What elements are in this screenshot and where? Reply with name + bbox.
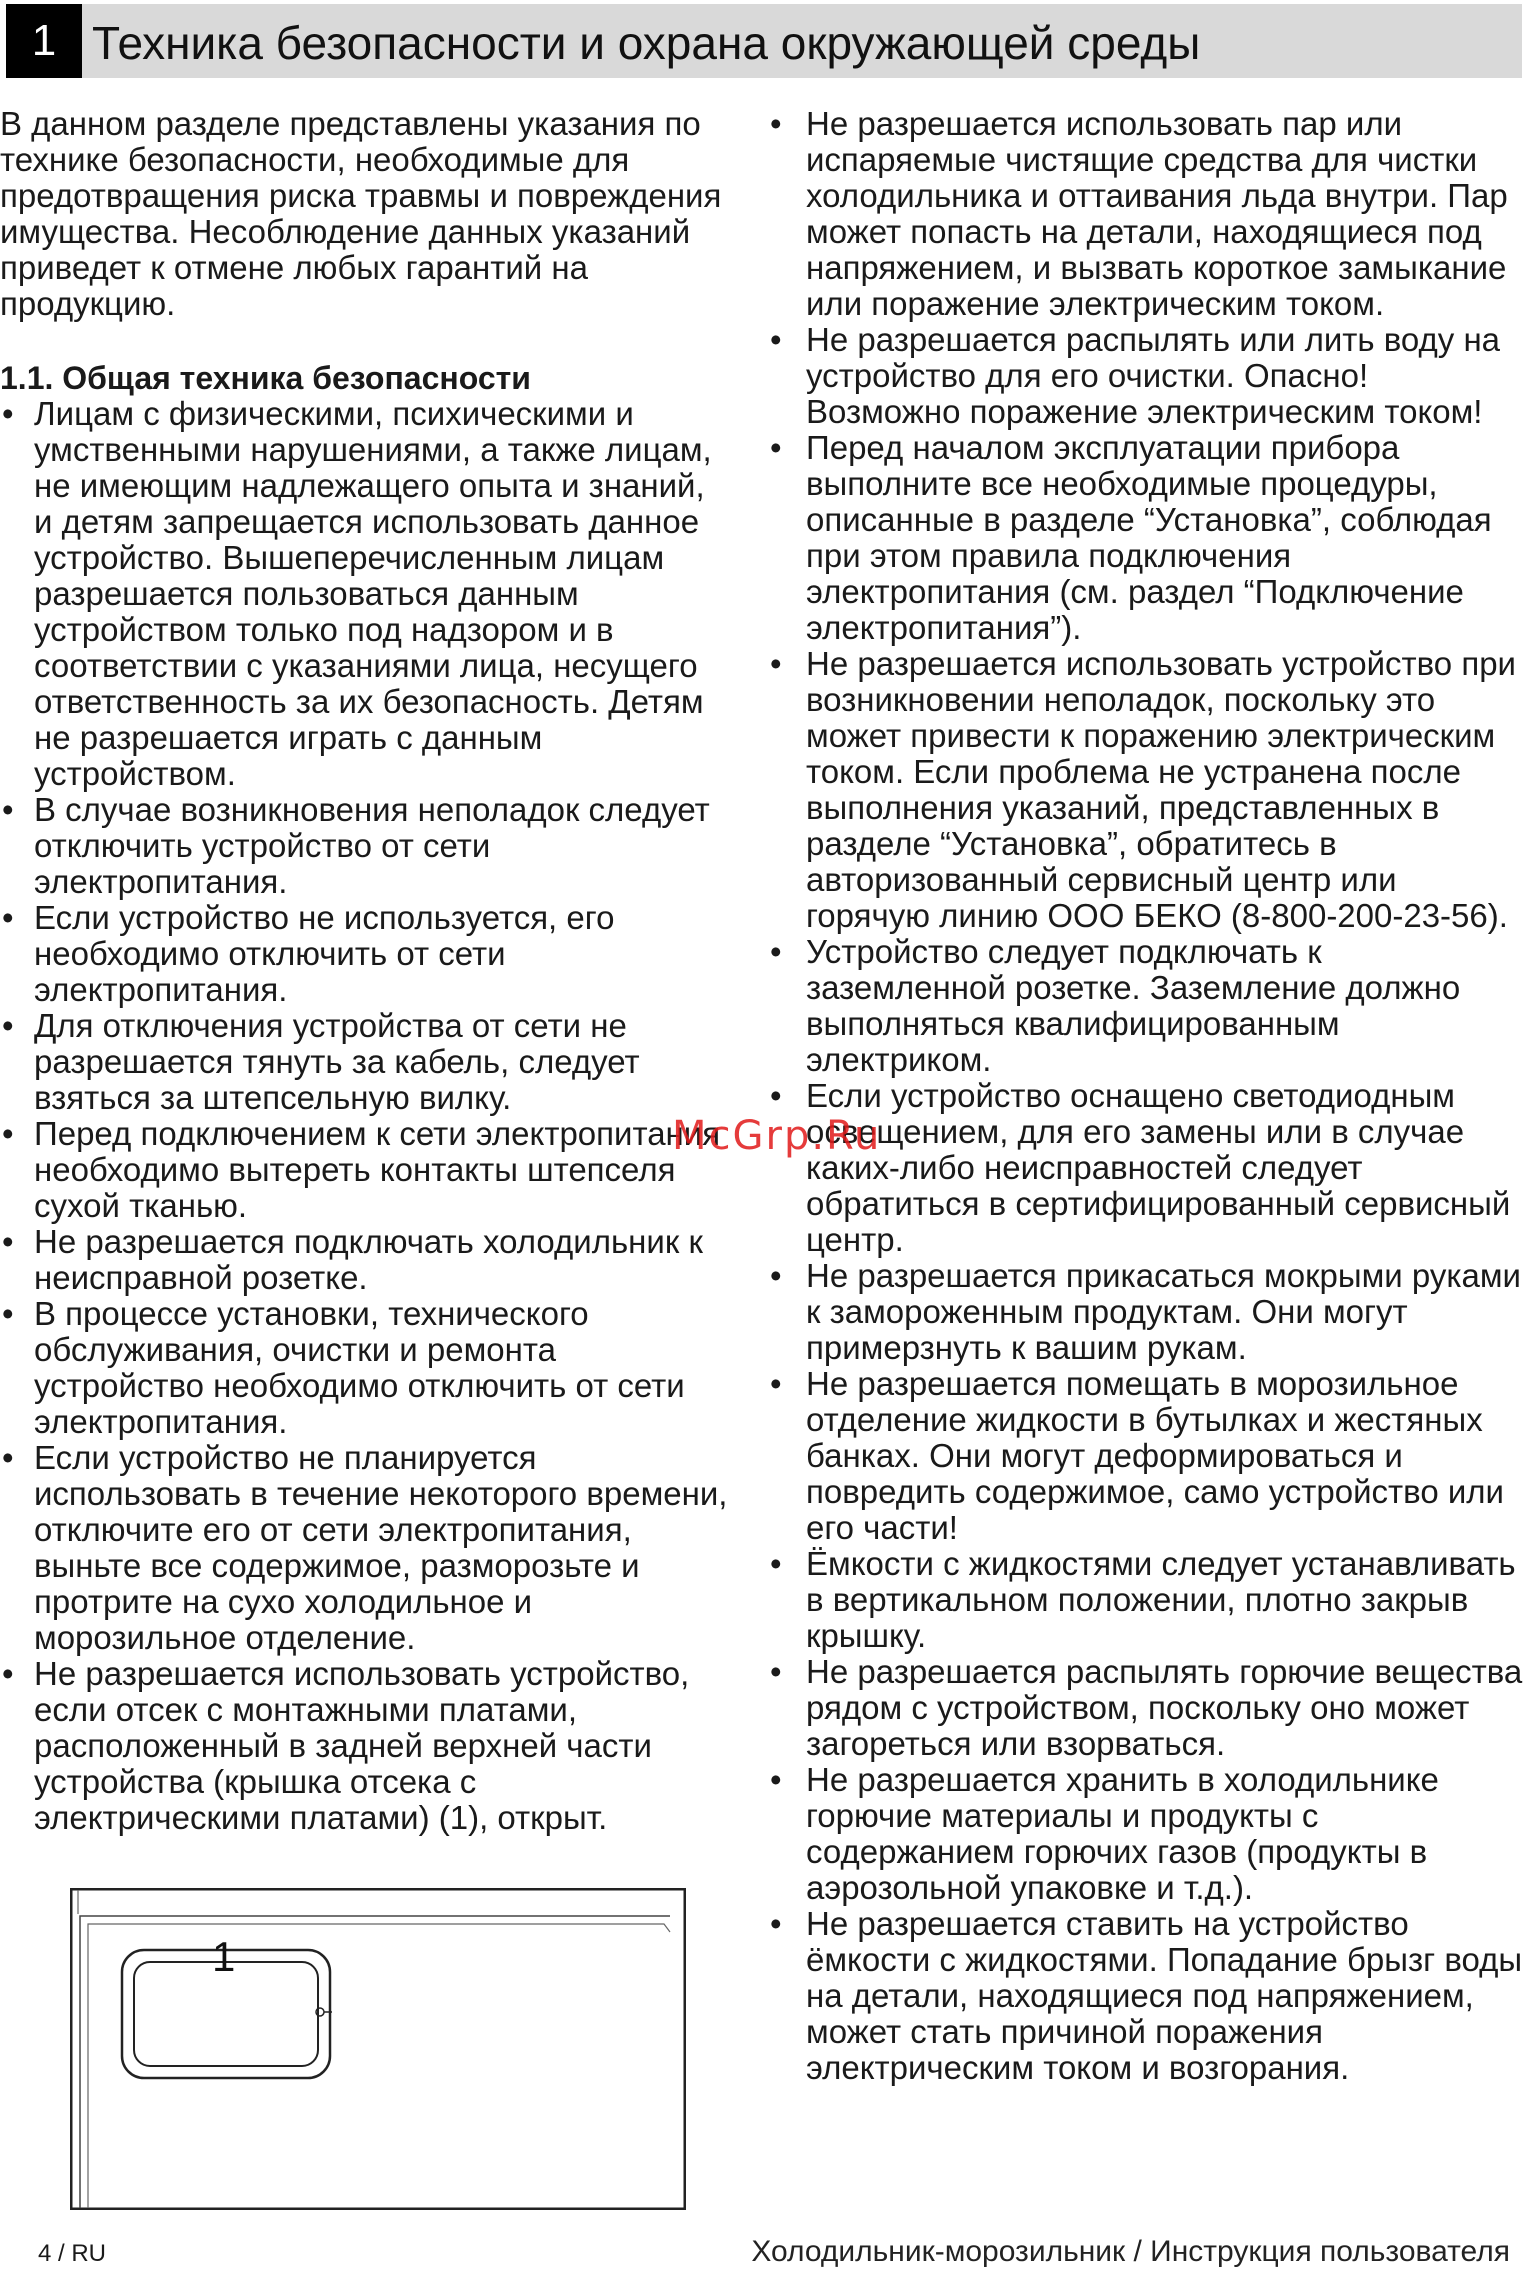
bullet-item: • Не разрешается распылять горючие вещества рядом с устройством, поскольку оно может загореться или взорваться.: [770, 1654, 1528, 1762]
bullet-item: • В процессе установки, технического обслуживания, очистки и ремонта устройство необходимо отключить от сети электропитания.: [0, 1296, 730, 1440]
bullet-item: • Не разрешается прикасаться мокрыми руками к замороженным продуктам. Они могут примерзнуть к вашим рукам.: [770, 1258, 1528, 1366]
chapter-header: [6, 4, 1522, 78]
bullet-item: • Перед началом эксплуатации прибора выполните все необходимые процедуры, описанные в разделе “Установка”, соблюдая при этом правила подключения электропитания (см. раздел “Подключение электропитания”).: [770, 430, 1528, 646]
bullet-item: • Не разрешается ставить на устройство ёмкости с жидкостями. Попадание брызг воды на детали, находящиеся под напряжением, может стать причиной поражения электрическим током и возгорания.: [770, 1906, 1528, 2086]
bullet-item: • Не разрешается помещать в морозильное отделение жидкости в бутылках и жестяных банках. Они могут деформироваться и повредить содержимое, само устройство или его части!: [770, 1366, 1528, 1546]
figure-callout-number: 1: [212, 1933, 236, 1980]
appliance-back-drawing: [70, 1888, 686, 2210]
bullet-item: • Для отключения устройства от сети не разрешается тянуть за кабель, следует взяться за штепсельную вилку.: [0, 1008, 730, 1116]
left-bullet-list: [0, 396, 730, 1836]
bullet-item: • Если устройство не используется, его необходимо отключить от сети электропитания.: [0, 900, 730, 1008]
chapter-title: Техника безопасности и охрана окружающей среды: [92, 17, 1201, 69]
chapter-number: 1: [6, 4, 82, 78]
watermark: McGrp.Ru: [672, 1113, 882, 1159]
bullet-item: • Не разрешается использовать устройство, если отсек с монтажными платами, расположенный в задней верхней части устройства (крышка отсека с электрическими платами) (1), открыт.: [0, 1656, 730, 1836]
section-heading: 1.1. Общая техника безопасности: [0, 360, 531, 396]
bullet-item: • Перед подключением к сети электропитания необходимо вытереть контакты штепселя сухой тканью.: [0, 1116, 730, 1224]
bullet-item: • Не разрешается использовать устройство при возникновении неполадок, поскольку это может привести к поражению электрическим током. Если проблема не устранена после выполнения указаний, представленных в разделе “Установка”, обратитесь в авторизованный сервисный центр или горячую линию ООО БЕКО (8-800-200-23-56).: [770, 646, 1528, 934]
left-column: [0, 106, 730, 1836]
bullet-item: • Не разрешается подключать холодильник к неисправной розетке.: [0, 1224, 730, 1296]
right-column: [770, 106, 1528, 2086]
intro-paragraph: В данном разделе представлены указания по технике безопасности, необходимые для предотвращения риска травмы и повреждения имущества. Несоблюдение данных указаний приведет к отмене любых гарантий на продукцию.: [0, 105, 722, 322]
bullet-item: • Лицам с физическими, психическими и умственными нарушениями, а также лицам, не имеющим надлежащего опыта и знаний, и детям запрещается использовать данное устройство. Вышеперечисленным лицам разрешается пользоваться данным устройством только под надзором и в соответствии с указаниями лица, несущего ответственность за их безопасность. Детям не разрешается играть с данным устройством.: [0, 396, 730, 792]
bullet-item: • Устройство следует подключать к заземленной розетке. Заземление должно выполняться квалифицированным электриком.: [770, 934, 1528, 1078]
pcb-cover-figure: [70, 1888, 686, 2210]
bullet-item: • Если устройство не планируется использовать в течение некоторого времени, отключите его от сети электропитания, выньте все содержимое, разморозьте и протрите на сухо холодильное и морозильное отделение.: [0, 1440, 730, 1656]
page-number: 4 / RU: [38, 2240, 107, 2267]
bullet-item: • Не разрешается использовать пар или испаряемые чистящие средства для чистки холодильника и оттаивания льда внутри. Пар может попасть на детали, находящиеся под напряжением, и вызвать короткое замыкание или поражение электрическим током.: [770, 106, 1528, 322]
bullet-item: • Не разрешается хранить в холодильнике горючие материалы и продукты с содержанием горючих газов (продукты в аэрозольной упаковке и т.д.).: [770, 1762, 1528, 1906]
bullet-item: • Не разрешается распылять или лить воду на устройство для его очистки. Опасно! Возможно поражение электрическим током!: [770, 322, 1528, 430]
bullet-item: • Ёмкости с жидкостями следует устанавливать в вертикальном положении, плотно закрыв крышку.: [770, 1546, 1528, 1654]
document-title: Холодильник-морозильник / Инструкция пользователя: [751, 2235, 1510, 2268]
bullet-item: • В случае возникновения неполадок следует отключить устройство от сети электропитания.: [0, 792, 730, 900]
bullet-item: • Если устройство оснащено светодиодным освещением, для его замены или в случае каких-либо неисправностей следует обратиться в сертифицированный сервисный центр.: [770, 1078, 1528, 1258]
right-bullet-list: [770, 106, 1528, 2086]
